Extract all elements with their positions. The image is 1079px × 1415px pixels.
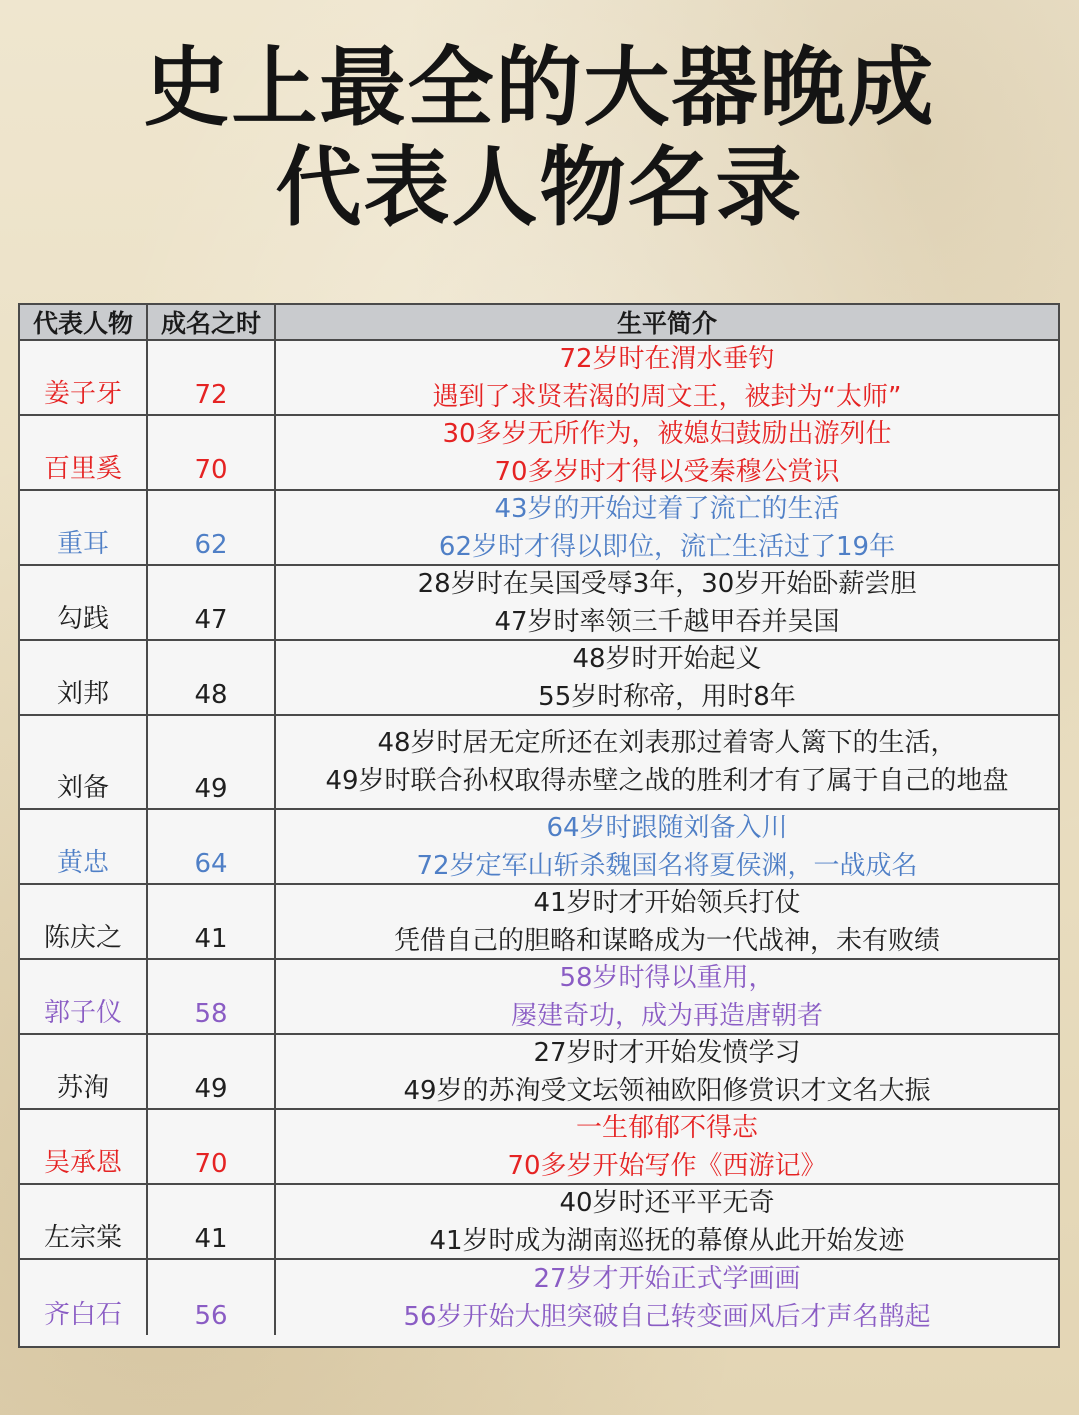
bio-line-1: 41岁时才开始领兵打仗 xyxy=(533,887,801,918)
cell-age: 56 xyxy=(148,1260,276,1335)
bio-line-2: 72岁定军山斩杀魏国名将夏侯渊，一战成名 xyxy=(416,850,918,881)
header-name: 代表人物 xyxy=(20,305,148,341)
bio-line-2: 62岁时才得以即位，流亡生活过了19年 xyxy=(438,531,896,562)
cell-age: 70 xyxy=(148,416,276,491)
figures-table xyxy=(18,303,1060,1348)
header-age: 成名之时 xyxy=(148,305,276,341)
bio-line-1: 一生郁郁不得志 xyxy=(575,1112,758,1143)
cell-bio xyxy=(276,1185,1058,1260)
cell-age: 58 xyxy=(148,960,276,1035)
bio-line-1: 48岁时居无定所还在刘表那过着寄人篱下的生活， xyxy=(377,728,957,758)
cell-age: 64 xyxy=(148,810,276,885)
bio-line-1: 40岁时还平平无奇 xyxy=(559,1187,775,1218)
cell-name: 郭子仪 xyxy=(20,960,148,1035)
bio-line-1: 28岁时在吴国受辱3年，30岁开始卧薪尝胆 xyxy=(417,568,917,599)
page-title-line1: 史上最全的大器晚成 xyxy=(143,38,936,138)
cell-age: 70 xyxy=(148,1110,276,1185)
bio-line-2: 49岁时联合孙权取得赤壁之战的胜利才有了属于自己的地盘 xyxy=(325,766,1009,796)
bio-line-2: 56岁开始大胆突破自己转变画风后才声名鹊起 xyxy=(403,1301,931,1332)
cell-name: 陈庆之 xyxy=(20,885,148,960)
bio-line-2: 凭借自己的胆略和谋略成为一代战神，未有败绩 xyxy=(393,925,940,956)
bio-line-2: 55岁时称帝，用时8年 xyxy=(538,681,796,712)
cell-age: 47 xyxy=(148,566,276,641)
cell-bio xyxy=(276,885,1058,960)
cell-age: 41 xyxy=(148,885,276,960)
table-grid xyxy=(20,305,1058,1346)
bio-line-1: 43岁的开始过着了流亡的生活 xyxy=(494,493,840,524)
cell-age: 72 xyxy=(148,341,276,416)
bio-line-2: 70多岁开始写作《西游记》 xyxy=(507,1150,827,1181)
bio-line-1: 58岁时得以重用， xyxy=(559,962,775,993)
cell-bio xyxy=(276,960,1058,1035)
cell-age: 48 xyxy=(148,641,276,716)
cell-name: 刘邦 xyxy=(20,641,148,716)
bio-line-1: 72岁时在渭水垂钓 xyxy=(559,343,775,374)
cell-name: 刘备 xyxy=(20,716,148,810)
cell-name: 吴承恩 xyxy=(20,1110,148,1185)
cell-bio xyxy=(276,341,1058,416)
bio-line-1: 27岁才开始正式学画画 xyxy=(533,1263,801,1294)
cell-name: 勾践 xyxy=(20,566,148,641)
bio-line-1: 64岁时跟随刘备入川 xyxy=(546,812,788,843)
cell-bio xyxy=(276,416,1058,491)
bio-line-2: 49岁的苏洵受文坛领袖欧阳修赏识才文名大振 xyxy=(403,1075,931,1106)
cell-name: 姜子牙 xyxy=(20,341,148,416)
bio-line-2: 41岁时成为湖南巡抚的幕僚从此开始发迹 xyxy=(429,1225,905,1256)
cell-name: 黄忠 xyxy=(20,810,148,885)
cell-age: 49 xyxy=(148,1035,276,1110)
page-title-line2: 代表人物名录 xyxy=(275,138,804,238)
cell-bio xyxy=(276,491,1058,566)
cell-name: 齐白石 xyxy=(20,1260,148,1335)
cell-name: 苏洵 xyxy=(20,1035,148,1110)
cell-age: 41 xyxy=(148,1185,276,1260)
bio-line-2: 遇到了求贤若渴的周文王，被封为“太师” xyxy=(432,381,902,412)
bio-line-2: 屡建奇功，成为再造唐朝者 xyxy=(510,1000,823,1031)
cell-bio xyxy=(276,1035,1058,1110)
cell-name: 百里奚 xyxy=(20,416,148,491)
bio-line-2: 70多岁时才得以受秦穆公赏识 xyxy=(494,456,840,487)
bio-line-2: 47岁时率领三千越甲吞并吴国 xyxy=(494,606,840,637)
cell-age: 49 xyxy=(148,716,276,810)
cell-bio xyxy=(276,810,1058,885)
bio-line-1: 48岁时开始起义 xyxy=(572,643,762,674)
cell-bio xyxy=(276,716,1058,810)
cell-bio xyxy=(276,641,1058,716)
cell-age: 62 xyxy=(148,491,276,566)
cell-bio xyxy=(276,566,1058,641)
cell-name: 重耳 xyxy=(20,491,148,566)
cell-bio xyxy=(276,1260,1058,1335)
header-bio: 生平简介 xyxy=(276,305,1058,341)
cell-bio xyxy=(276,1110,1058,1185)
bio-line-1: 30多岁无所作为，被媳妇鼓励出游列仕 xyxy=(442,418,892,449)
cell-name: 左宗棠 xyxy=(20,1185,148,1260)
bio-line-1: 27岁时才开始发愤学习 xyxy=(533,1037,801,1068)
